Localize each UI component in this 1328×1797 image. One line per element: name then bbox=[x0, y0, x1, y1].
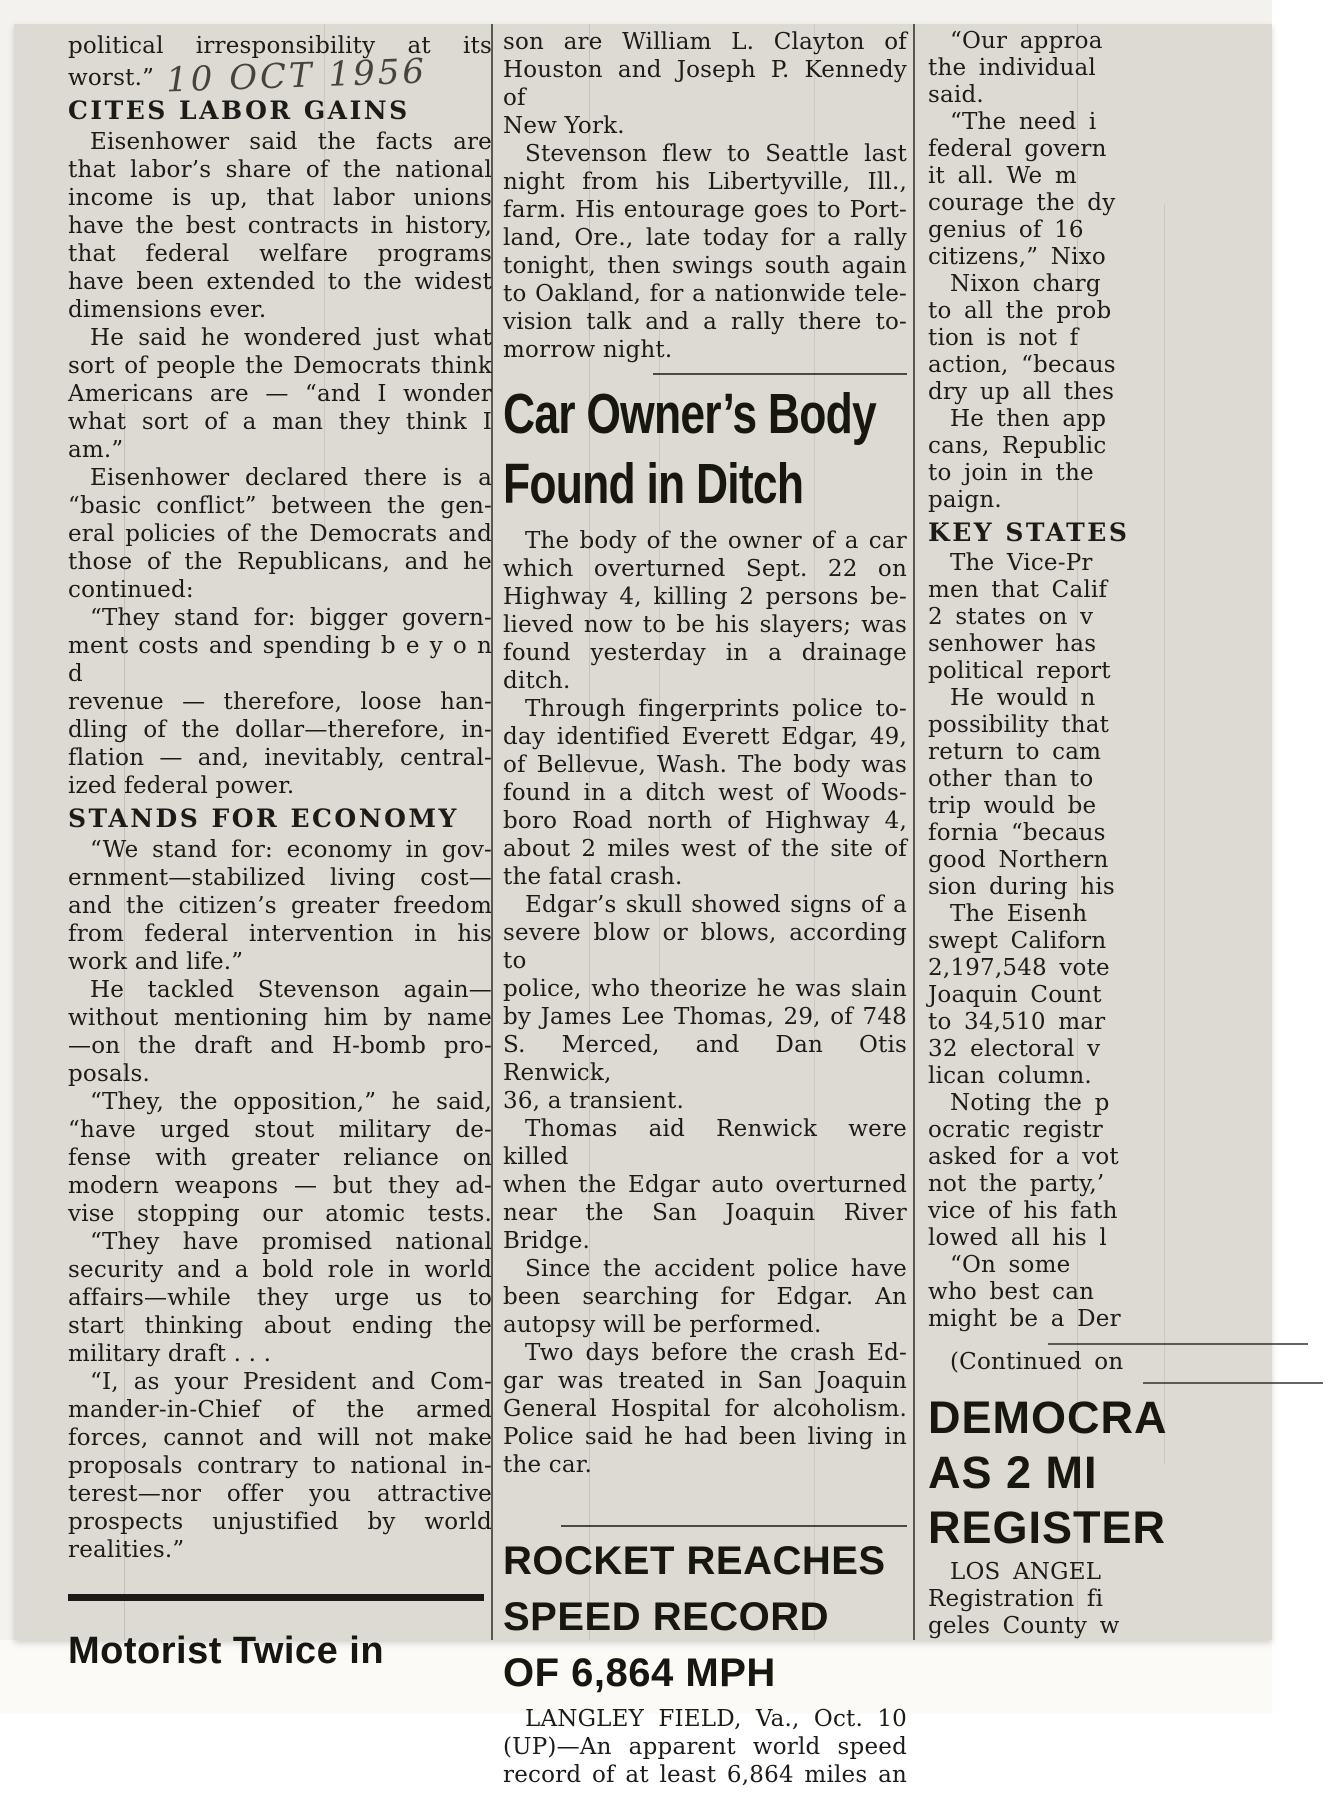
headline-line: ROCKET REACHES bbox=[503, 1539, 886, 1583]
text-line: possibility that bbox=[928, 712, 1110, 738]
text-line: terest—nor offer you attractive bbox=[68, 1481, 492, 1507]
text-line: Noting the p bbox=[950, 1090, 1110, 1116]
text-line: men that Calif bbox=[928, 577, 1108, 603]
text-line: good Northern bbox=[928, 847, 1109, 873]
text-line: LOS ANGEL bbox=[950, 1559, 1102, 1585]
text-line: about 2 miles west of the site of bbox=[503, 836, 907, 862]
article-headline bbox=[503, 1533, 907, 1701]
text-line: the individual bbox=[928, 55, 1096, 81]
text-line: trip would be bbox=[928, 793, 1097, 819]
text-line: farm. His entourage goes to Port- bbox=[503, 197, 907, 223]
text-line: to join in the bbox=[928, 460, 1094, 486]
text-line: not the party,’ bbox=[928, 1171, 1105, 1197]
text-line: morrow night. bbox=[503, 337, 673, 363]
text-line: He would n bbox=[950, 685, 1096, 711]
text-line: fornia “becaus bbox=[928, 820, 1106, 846]
text-line: Since the accident police have bbox=[525, 1256, 907, 1282]
text-line: ocratic registr bbox=[928, 1117, 1103, 1143]
text-line: other than to bbox=[928, 766, 1094, 792]
text-line: Americans are — “and I wonder bbox=[68, 381, 492, 407]
text-line: found yesterday in a drainage bbox=[503, 640, 907, 666]
text-line: “They, the opposition,” he said, bbox=[90, 1089, 492, 1115]
text-line: (UP)—An apparent world speed bbox=[503, 1734, 907, 1760]
section-subheading: KEY STATES bbox=[928, 518, 1130, 547]
text-line: sort of people the Democrats think bbox=[68, 353, 492, 379]
text-line: Through fingerprints police to- bbox=[525, 696, 907, 722]
text-line: Eisenhower said the facts are bbox=[90, 129, 492, 155]
text-line: security and a bold role in world bbox=[68, 1257, 492, 1283]
text-line: from federal intervention in his bbox=[68, 921, 492, 947]
text-line: —on the draft and H-bomb pro- bbox=[68, 1033, 492, 1059]
headline-line: Found in Ditch bbox=[503, 452, 804, 516]
text-line: fense with greater reliance on bbox=[68, 1145, 492, 1171]
text-line: asked for a vot bbox=[928, 1144, 1119, 1170]
text-line: Houston and Joseph P. Kennedy of bbox=[503, 57, 907, 111]
text-line: He said he wondered just what bbox=[90, 325, 492, 351]
text-line: forces, cannot and will not make bbox=[68, 1425, 492, 1451]
text-line: continued: bbox=[68, 577, 194, 603]
text-line: lican column. bbox=[928, 1063, 1092, 1089]
text-line: day identified Everett Edgar, 49, bbox=[503, 724, 907, 750]
text-line: “The need i bbox=[950, 109, 1097, 135]
text-line: He tackled Stevenson again— bbox=[90, 977, 492, 1003]
text-line: citizens,” Nixo bbox=[928, 244, 1106, 270]
text-line: posals. bbox=[68, 1061, 150, 1087]
text-line: son are William L. Clayton of bbox=[503, 29, 907, 55]
text-line: action, “becaus bbox=[928, 352, 1116, 378]
section-subheading: STANDS FOR ECONOMY bbox=[68, 804, 459, 833]
text-line: the car. bbox=[503, 1452, 592, 1478]
text-line: near the San Joaquin River bbox=[503, 1200, 907, 1226]
text-line: affairs—while they urge us to bbox=[68, 1285, 492, 1311]
text-line: by James Lee Thomas, 29, of 748 bbox=[503, 1004, 907, 1030]
text-line: dimensions ever. bbox=[68, 297, 267, 323]
article-headline bbox=[503, 379, 907, 519]
text-line: flation — and, inevitably, central- bbox=[68, 745, 492, 771]
text-line: Two days before the crash Ed- bbox=[525, 1340, 907, 1366]
text-line: and the citizen’s greater freedom bbox=[68, 893, 492, 919]
text-line: realities.” bbox=[68, 1537, 185, 1563]
text-line: 32 electoral v bbox=[928, 1036, 1101, 1062]
text-line: senhower has bbox=[928, 631, 1097, 657]
text-line: geles County w bbox=[928, 1613, 1120, 1639]
text-line: work and life.” bbox=[68, 949, 244, 975]
text-line: autopsy will be performed. bbox=[503, 1312, 822, 1338]
text-line: sion during his bbox=[928, 874, 1115, 900]
text-line: political irresponsibility at its bbox=[68, 33, 492, 59]
text-line: gar was treated in San Joaquin bbox=[503, 1368, 907, 1394]
text-line: Registration fi bbox=[928, 1586, 1104, 1612]
text-line: 36, a transient. bbox=[503, 1088, 685, 1114]
text-line: ditch. bbox=[503, 668, 571, 694]
text-line: He then app bbox=[950, 406, 1107, 432]
text-line: “They have promised national bbox=[90, 1229, 492, 1255]
text-line: vice of his fath bbox=[928, 1198, 1118, 1224]
text-line: lieved now to be his slayers; was bbox=[503, 612, 907, 638]
text-line: S. Merced, and Dan Otis Renwick, bbox=[503, 1032, 907, 1086]
text-line: severe blow or blows, according to bbox=[503, 920, 907, 974]
text-line: General Hospital for alcoholism. bbox=[503, 1396, 907, 1422]
newspaper-clipping bbox=[14, 24, 1272, 1788]
headline-line: SPEED RECORD bbox=[503, 1595, 830, 1639]
text-line: found in a ditch west of Woods- bbox=[503, 780, 907, 806]
text-line: that labor’s share of the national bbox=[68, 157, 492, 183]
divider-rule bbox=[1143, 1382, 1323, 1384]
headline-line: Motorist Twice in bbox=[68, 1630, 385, 1672]
text-line: proposals contrary to national in- bbox=[68, 1453, 492, 1479]
text-line: dry up all thes bbox=[928, 379, 1115, 405]
text-line: “have urged stout military de- bbox=[68, 1117, 492, 1143]
text-line: mander-in-Chief of the armed bbox=[68, 1397, 492, 1423]
text-line: to all the prob bbox=[928, 298, 1112, 324]
text-line: Highway 4, killing 2 persons be- bbox=[503, 584, 907, 610]
scanner-margin-left bbox=[0, 0, 14, 1664]
text-line: genius of 16 bbox=[928, 217, 1084, 243]
text-line: Bridge. bbox=[503, 1228, 591, 1254]
text-line: what sort of a man they think I bbox=[68, 409, 492, 435]
text-line: am.” bbox=[68, 437, 124, 463]
text-line: to 34,510 mar bbox=[928, 1009, 1106, 1035]
text-line: modern weapons — but they ad- bbox=[68, 1173, 492, 1199]
text-line: return to cam bbox=[928, 739, 1102, 765]
text-line: the fatal crash. bbox=[503, 864, 683, 890]
text-line: record of at least 6,864 miles an bbox=[503, 1762, 907, 1788]
text-line: start thinking about ending the bbox=[68, 1313, 492, 1339]
text-line: “Our approa bbox=[950, 28, 1103, 54]
divider-rule bbox=[653, 373, 907, 375]
text-line: prospects unjustified by world bbox=[68, 1509, 492, 1535]
text-line: Joaquin Count bbox=[928, 982, 1102, 1008]
headline-line: REGISTER bbox=[928, 1502, 1167, 1553]
text-line: which overturned Sept. 22 on bbox=[503, 556, 907, 582]
text-line: vise stopping our atomic tests. bbox=[68, 1201, 492, 1227]
text-line: without mentioning him by name bbox=[68, 1005, 492, 1031]
text-line: Thomas aid Renwick were killed bbox=[503, 1116, 907, 1170]
text-line: Edgar’s skull showed signs of a bbox=[525, 892, 907, 918]
text-line: worst.” 10 OCT 1956 bbox=[68, 51, 428, 101]
text-line: ment costs and spending b e y o n d bbox=[68, 633, 492, 687]
text-line: who best can bbox=[928, 1279, 1095, 1305]
text-line: night from his Libertyville, Ill., bbox=[503, 169, 907, 195]
text-line: “They stand for: bigger govern- bbox=[90, 605, 492, 631]
text-line: military draft . . . bbox=[68, 1341, 272, 1367]
text-line: ernment—stabilized living cost— bbox=[68, 865, 492, 891]
text-line: said. bbox=[928, 82, 984, 108]
text-line: The body of the owner of a car bbox=[525, 528, 907, 554]
text-line: those of the Republicans, and he bbox=[68, 549, 492, 575]
text-line: lowed all his l bbox=[928, 1225, 1107, 1251]
text-line: “On some bbox=[950, 1252, 1071, 1278]
text-line: cans, Republic bbox=[928, 433, 1107, 459]
headline-line: Car Owner’s Body bbox=[503, 382, 876, 446]
text-line: LANGLEY FIELD, Va., Oct. 10 bbox=[525, 1706, 907, 1732]
text-line: paign. bbox=[928, 487, 1002, 513]
text-line: swept Californ bbox=[928, 928, 1107, 954]
text-line: “basic conflict” between the gen- bbox=[68, 493, 492, 519]
text-line: Police said he had been living in bbox=[503, 1424, 907, 1450]
headline-line: OF 6,864 MPH bbox=[503, 1651, 776, 1695]
text-line: federal govern bbox=[928, 136, 1107, 162]
text-line: The Vice-Pr bbox=[950, 550, 1093, 576]
text-line: have been extended to the widest bbox=[68, 269, 492, 295]
text-line: political report bbox=[928, 658, 1111, 684]
article-headline bbox=[928, 1390, 1328, 1555]
text-line: courage the dy bbox=[928, 190, 1116, 216]
text-line: have the best contracts in history, bbox=[68, 213, 492, 239]
text-line: when the Edgar auto overturned bbox=[503, 1172, 907, 1198]
text-line: been searching for Edgar. An bbox=[503, 1284, 907, 1310]
column-middle bbox=[503, 28, 907, 1789]
divider-rule bbox=[561, 1525, 907, 1527]
text-line: it all. We m bbox=[928, 163, 1077, 189]
text-line: to Oakland, for a nationwide tele- bbox=[503, 281, 907, 307]
headline-line: AS 2 MI bbox=[928, 1447, 1098, 1498]
text-line: 2,197,548 vote bbox=[928, 955, 1110, 981]
text-line: (Continued on bbox=[950, 1349, 1124, 1375]
text-line: tion is not f bbox=[928, 325, 1079, 351]
text-line: eral policies of the Democrats and bbox=[68, 521, 492, 547]
text-line: The Eisenh bbox=[950, 901, 1088, 927]
text-line: 2 states on v bbox=[928, 604, 1094, 630]
text-line: vision talk and a rally there to- bbox=[503, 309, 907, 335]
divider-rule bbox=[1048, 1343, 1308, 1345]
column-right bbox=[928, 28, 1328, 1640]
text-line: tonight, then swings south again bbox=[503, 253, 907, 279]
text-line: dling of the dollar—therefore, in- bbox=[68, 717, 492, 743]
text-line: boro Road north of Highway 4, bbox=[503, 808, 907, 834]
section-subheading: CITES LABOR GAINS bbox=[68, 96, 410, 125]
headline-line: DEMOCRA bbox=[928, 1392, 1168, 1443]
text-line: Stevenson flew to Seattle last bbox=[525, 141, 907, 167]
text-line: “We stand for: economy in gov- bbox=[90, 837, 492, 863]
article-headline bbox=[68, 1627, 492, 1675]
text-line: police, who theorize he was slain bbox=[503, 976, 907, 1002]
text-line: ized federal power. bbox=[68, 773, 295, 799]
column-left bbox=[68, 32, 492, 1675]
text-line: Nixon charg bbox=[950, 271, 1101, 297]
column-divider bbox=[913, 24, 915, 1640]
text-line: New York. bbox=[503, 113, 625, 139]
handwritten-date: 10 OCT 1956 bbox=[165, 51, 428, 101]
text-line: “I, as your President and Com- bbox=[90, 1369, 492, 1395]
text-line: income is up, that labor unions bbox=[68, 185, 492, 211]
text-line: revenue — therefore, loose han- bbox=[68, 689, 492, 715]
text-line: of Bellevue, Wash. The body was bbox=[503, 752, 907, 778]
text-line: that federal welfare programs bbox=[68, 241, 492, 267]
text-line: land, Ore., late today for a rally bbox=[503, 225, 907, 251]
text-line: Eisenhower declared there is a bbox=[90, 465, 492, 491]
divider-rule bbox=[68, 1594, 484, 1601]
text-line: might be a Der bbox=[928, 1306, 1121, 1332]
scanner-margin-top bbox=[0, 0, 1272, 24]
